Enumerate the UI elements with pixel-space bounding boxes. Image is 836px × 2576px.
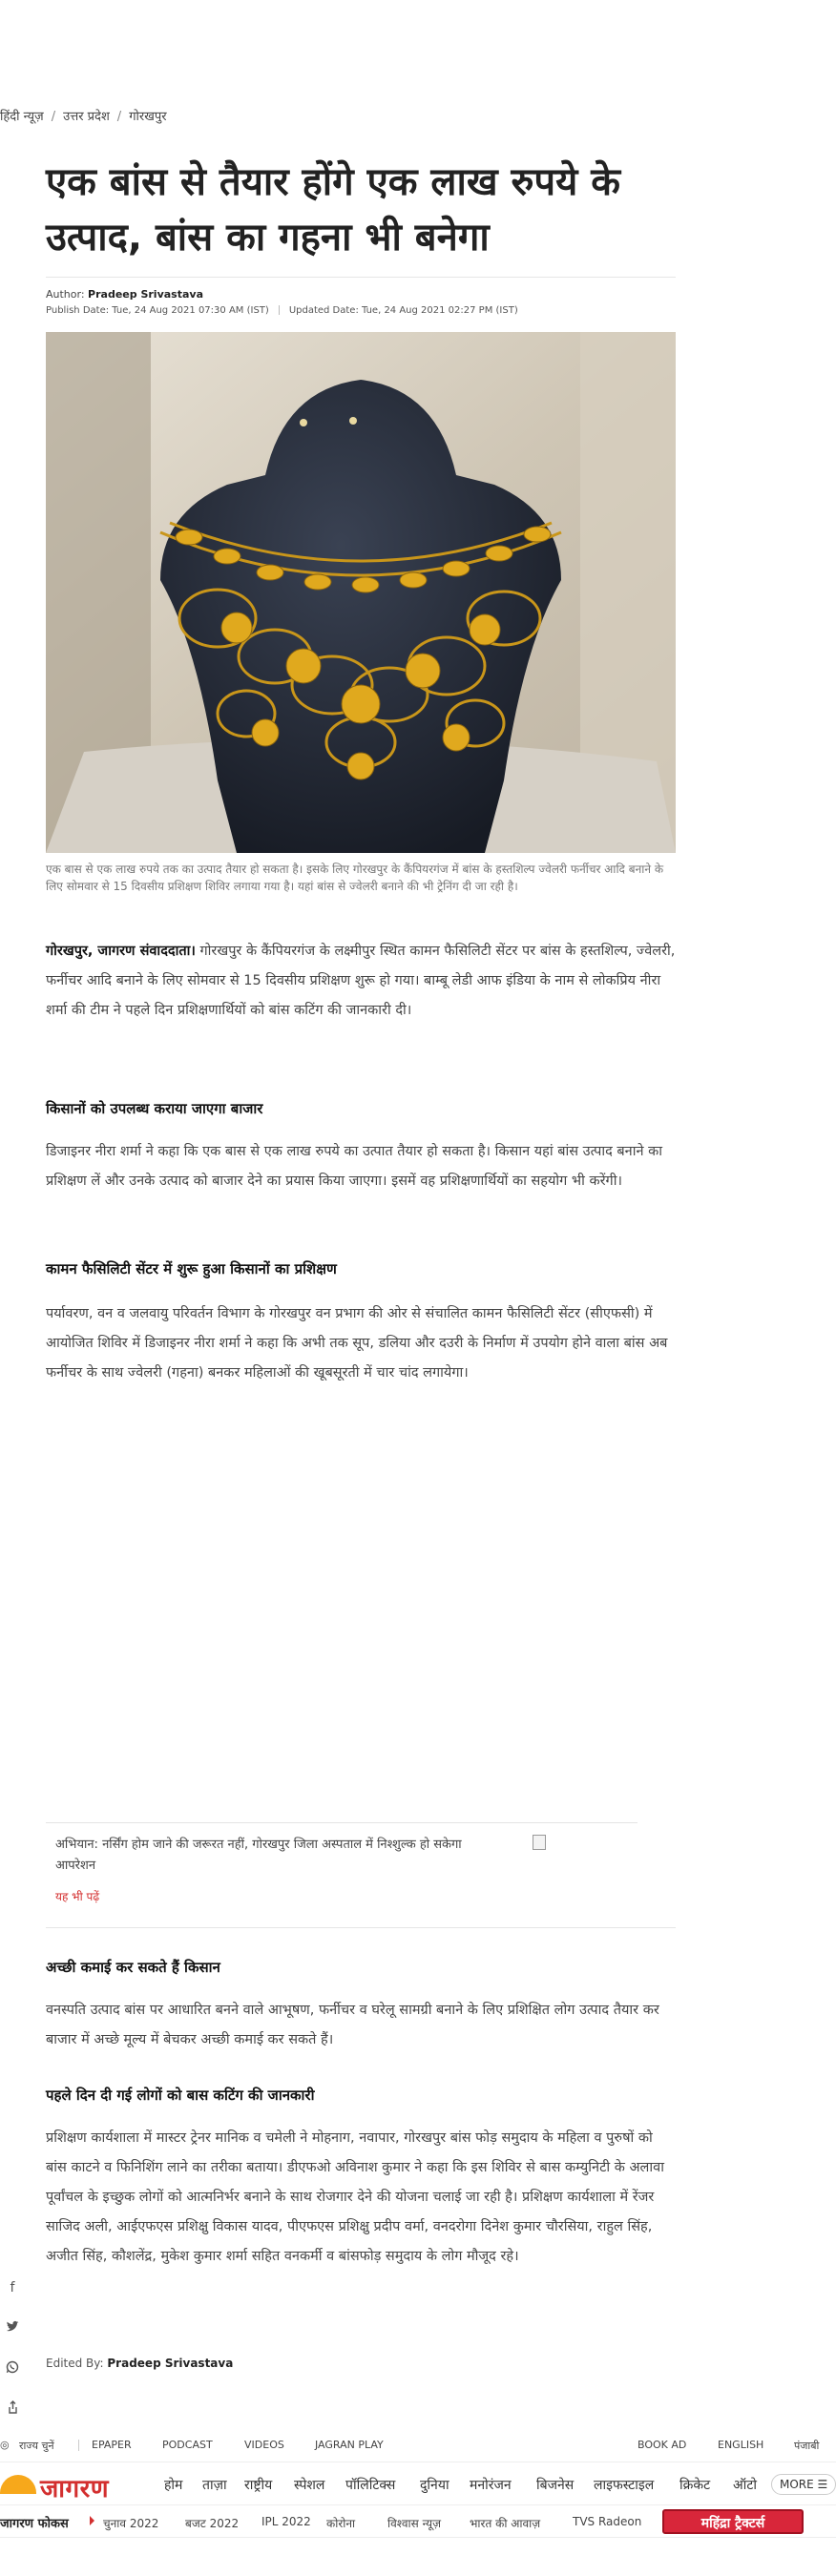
edited-label: Edited By: bbox=[46, 2357, 104, 2370]
section-heading: अच्छी कमाई कर सकते हैं किसान bbox=[46, 1959, 220, 1976]
article-paragraph: प्रशिक्षण कार्यशाला में मास्टर ट्रेनर मानिक व चमेली ने मोहनाग, नवापार, गोरखपुर बांस फोड़ समुदाय के महिला व पुरुषों को बांस काटने व फिनिशिंग लाने का तरीका बताया। डीएफओ अविनाश कुमार ने कहा कि इस शिविर से बास कम्युनिटी के अलावा पूर्वांचल के इच्छुक लोगों को आत्मनिर्भर बनाने के साथ रोजगार देने की योजना चलाई जा रही है। प्रशिक्षण कार्यशाला में रेंजर साजिद अली, आईएफएस प्रशिक्षु विकास यादव, पीएफएस प्रशिक्षु प्रदीप वर्मा, वनदरोगा दिनेश कुमार चौरसिया, राहुल सिंह, अजीत सिंह, कौशलेंद्र, मुकेश कुमार शर्मा सहित वनकर्मी व बांसफोड़ समुदाय के लोग मौजूद रहे। bbox=[46, 2130, 664, 2264]
state-selector[interactable]: राज्य चुनें bbox=[19, 2440, 54, 2452]
focus-item[interactable]: कोरोना bbox=[326, 2517, 356, 2530]
facebook-icon[interactable]: f bbox=[10, 2280, 15, 2296]
section-heading: पहले दिन दी गई लोगों को बास कटिंग की जानकारी bbox=[46, 2087, 315, 2104]
nav-item-cricket[interactable]: क्रिकेट bbox=[679, 2478, 711, 2493]
logo-sun-icon bbox=[0, 2475, 36, 2494]
sponsor-ad-button[interactable]: महिंद्रा ट्रैक्टर्स bbox=[662, 2509, 804, 2534]
focus-item[interactable]: TVS Radeon bbox=[573, 2515, 642, 2528]
focus-item[interactable]: चुनाव 2022 bbox=[103, 2517, 159, 2530]
author-label: Author: bbox=[46, 288, 85, 301]
author-name[interactable]: Pradeep Srivastava bbox=[88, 288, 203, 301]
hamburger-icon: ☰ bbox=[817, 2478, 828, 2491]
logo-text: जागरण bbox=[40, 2475, 110, 2503]
more-label: MORE bbox=[780, 2478, 814, 2491]
article-paragraph bbox=[46, 937, 678, 1026]
publish-date: Publish Date: Tue, 24 Aug 2021 07:30 AM (IST) bbox=[46, 305, 269, 316]
main-nav bbox=[0, 2462, 836, 2505]
book-ad-link[interactable]: BOOK AD bbox=[637, 2439, 687, 2451]
edited-by bbox=[46, 2357, 233, 2370]
related-article-card[interactable] bbox=[46, 1822, 637, 1927]
more-menu-button[interactable] bbox=[771, 2474, 836, 2495]
videos-link[interactable]: VIDEOS bbox=[244, 2439, 284, 2451]
focus-label: जागरण फोकस bbox=[0, 2517, 69, 2531]
breadcrumb-item-home[interactable]: हिंदी न्यूज़ bbox=[0, 110, 44, 124]
related-article-title[interactable]: अभियान: नर्सिंग होम जाने की जरूरत नहीं, गोरखपुर जिला अस्पताल में निश्शुल्क हो सकेगा आपरेशन bbox=[55, 1838, 462, 1873]
nav-item-special[interactable]: स्पेशल bbox=[294, 2478, 325, 2493]
breadcrumb-separator: / bbox=[51, 110, 56, 124]
podcast-link[interactable]: PODCAST bbox=[162, 2439, 213, 2451]
nav-item-lifestyle[interactable]: लाइफस्टाइल bbox=[594, 2478, 655, 2493]
divider bbox=[78, 2440, 79, 2451]
jagran-play-link[interactable]: JAGRAN PLAY bbox=[315, 2439, 384, 2451]
divider bbox=[46, 277, 676, 278]
jagran-logo[interactable] bbox=[0, 2468, 136, 2501]
image-caption: एक बास से एक लाख रुपये तक का उत्पाद तैयार हो सकता है। इसके लिए गोरखपुर के कैंपियरगंज में बांस के हस्तशिल्प ज्वेलरी फर्नीचर आदि बनाने के लिए सोमवार से 15 दिवसीय प्रशिक्षण शिविर लगाया गया है। यहां बांस से ज्वेलरी बनाने की भी ट्रेनिंग दी जा रही है। bbox=[46, 862, 664, 893]
epaper-link[interactable]: EPAPER bbox=[92, 2439, 132, 2451]
paragraph-text: गोरखपुर के कैंपियरगंज के लक्ष्मीपुर स्थित कामन फैसिलिटी सेंटर पर बांस के हस्तशिल्प, ज्वेलरी, फर्नीचर आदि बनाने के लिए सोमवार से 15 दिवसीय प्रशिक्षण शुरू हो गया। बाम्बू लेडी आफ इंडिया के नाम से लोकप्रिय नीरा शर्मा की टीम ने पहले दिन प्रशिक्षणार्थियों को बांस कटिंग की जानकारी दी। bbox=[46, 944, 676, 1018]
bamboo-necklace-illustration bbox=[46, 332, 676, 853]
date-line bbox=[46, 305, 518, 316]
breadcrumb-item-city[interactable]: गोरखपुर bbox=[129, 110, 167, 124]
arrow-right-icon bbox=[90, 2516, 94, 2525]
read-also-link[interactable]: यह भी पढ़ें bbox=[55, 1890, 100, 1903]
focus-item[interactable]: भारत की आवाज़ bbox=[470, 2517, 541, 2530]
twitter-icon[interactable] bbox=[4, 2320, 21, 2337]
updated-date: Updated Date: Tue, 24 Aug 2021 02:27 PM (IST) bbox=[288, 305, 518, 316]
nav-item-national[interactable]: राष्ट्रीय bbox=[244, 2478, 273, 2493]
article-paragraph: डिजाइनर नीरा शर्मा ने कहा कि एक बास से एक लाख रुपये का उत्पात तैयार हो सकता है। किसान यहां बांस उत्पाद बनाने का प्रशिक्षण लें और उनके उत्पाद को बाजार देने का प्रयास किया जाएगा। इसमें वह प्रशिक्षणार्थियों का सहयोग भी करेंगी। bbox=[46, 1144, 663, 1189]
nav-item-business[interactable]: बिजनेस bbox=[536, 2478, 575, 2493]
nav-item-home[interactable]: होम bbox=[164, 2478, 183, 2493]
focus-item[interactable]: बजट 2022 bbox=[185, 2517, 240, 2530]
breadcrumb bbox=[0, 107, 167, 124]
whatsapp-icon[interactable] bbox=[4, 2360, 21, 2378]
location-icon[interactable]: ◎ bbox=[0, 2439, 10, 2451]
nav-item-auto[interactable]: ऑटो bbox=[733, 2478, 758, 2493]
focus-item[interactable]: IPL 2022 bbox=[261, 2515, 311, 2528]
related-article-thumbnail[interactable] bbox=[533, 1835, 546, 1850]
share-icon[interactable] bbox=[4, 2400, 21, 2418]
nav-item-world[interactable]: दुनिया bbox=[420, 2478, 449, 2493]
utility-nav bbox=[0, 2431, 836, 2460]
focus-item[interactable]: विश्वास न्यूज़ bbox=[387, 2517, 441, 2530]
author-line bbox=[46, 288, 203, 301]
divider bbox=[46, 1927, 676, 1928]
punjabi-link[interactable]: पंजाबी bbox=[794, 2440, 820, 2452]
editor-name[interactable]: Pradeep Srivastava bbox=[107, 2357, 234, 2370]
nav-item-latest[interactable]: ताज़ा bbox=[202, 2478, 227, 2493]
english-link[interactable]: ENGLISH bbox=[718, 2439, 764, 2451]
dateline: गोरखपुर, जागरण संवाददाता। bbox=[46, 944, 196, 959]
breadcrumb-separator: / bbox=[116, 110, 122, 124]
nav-item-entertainment[interactable]: मनोरंजन bbox=[470, 2478, 512, 2493]
nav-item-politics[interactable]: पॉलिटिक्स bbox=[345, 2478, 396, 2493]
hero-image bbox=[46, 332, 676, 853]
section-heading: कामन फैसिलिटी सेंटर में शुरू हुआ किसानों का प्रशिक्षण bbox=[46, 1260, 337, 1278]
article-paragraph: पर्यावरण, वन व जलवायु परिवर्तन विभाग के गोरखपुर वन प्रभाग की ओर से संचालित कामन फैसिलिटी सेंटर (सीएफसी) में आयोजित शिविर में डिजाइनर नीरा शर्मा ने कहा कि अभी तक सूप, डलिया और दउरी के निर्माण में उपयोग होने वाला बांस अब फर्नीचर के साथ ज्वेलरी (गहना) बनकर महिलाओं की खूबसूरती में चार चांद लगायेगा। bbox=[46, 1306, 668, 1381]
breadcrumb-item-state[interactable]: उत्तर प्रदेश bbox=[63, 110, 110, 124]
article-paragraph: वनस्पति उत्पाद बांस पर आधारित बनने वाले आभूषण, फर्नीचर व घरेलू सामग्री बनाने के लिए प्रशिक्षित लोग उत्पाद तैयार कर बाजार में अच्छे मूल्य में बेचकर अच्छी कमाई कर सकते हैं। bbox=[46, 2003, 659, 2047]
date-divider bbox=[279, 305, 280, 315]
article-title: एक बांस से तैयार होंगे एक लाख रुपये के उत्पाद, बांस का गहना भी बनेगा bbox=[46, 160, 620, 260]
section-heading: किसानों को उपलब्ध कराया जाएगा बाजार bbox=[46, 1100, 263, 1117]
focus-bar bbox=[0, 2505, 836, 2538]
